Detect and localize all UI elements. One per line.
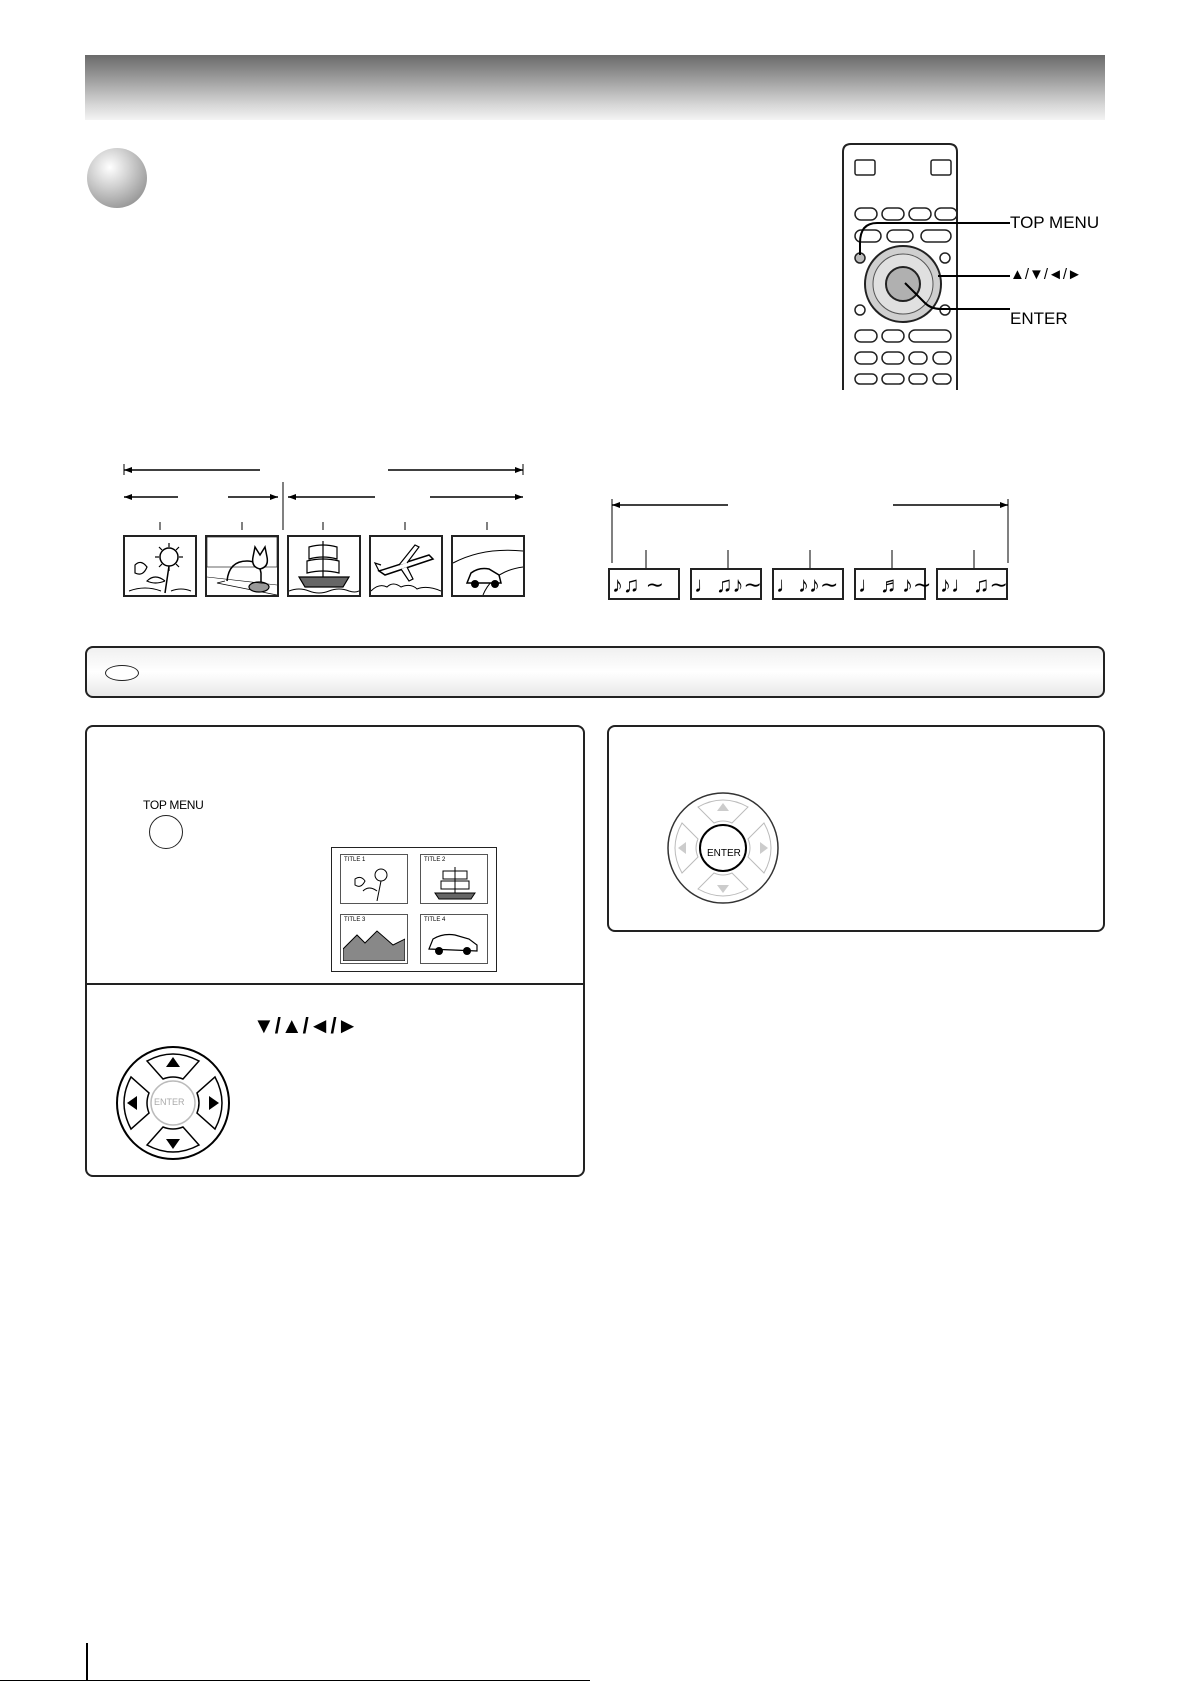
- menu-title-3-thumbnail: [340, 914, 408, 964]
- menu-title-2-thumbnail: [420, 854, 488, 904]
- car-icon: [425, 927, 483, 959]
- menu-title-2-label: TITLE 2: [424, 857, 446, 863]
- music-structure-bracket: [608, 495, 1013, 570]
- dpad-enter-label: ENTER: [154, 1097, 185, 1107]
- menu-title-1-label: TITLE 1: [344, 857, 366, 863]
- disc-structure-brackets: [120, 460, 530, 530]
- page-bottom-rule: [0, 1680, 590, 1681]
- cat-icon: [207, 537, 277, 595]
- menu-title-4-thumbnail: [420, 914, 488, 964]
- chapter-tile-car: [451, 535, 525, 597]
- enter-button-label: ENTER: [707, 848, 741, 859]
- top-menu-button[interactable]: [149, 815, 183, 849]
- music-track-tile: ♩♬♪∼: [854, 568, 926, 600]
- chapter-tile-airplane: [369, 535, 443, 597]
- menu-title-3-label: TITLE 3: [344, 917, 366, 923]
- car-icon: [453, 537, 523, 595]
- chapter-tile-ship: [287, 535, 361, 597]
- sunflower-icon: [347, 865, 403, 901]
- page-header-bar: [85, 55, 1105, 120]
- page-margin-rule: [86, 1643, 88, 1681]
- chapter-tile-sunflower: [123, 535, 197, 597]
- chapter-tile-cat: [205, 535, 279, 597]
- step3-panel: [607, 725, 1105, 932]
- music-track-tile: ♩♫♪∼: [690, 568, 762, 600]
- mountain-landscape-icon: [343, 925, 405, 961]
- step1-panel: [85, 725, 585, 985]
- airplane-icon: [371, 537, 441, 595]
- music-track-tile: ♩♪♪∼: [772, 568, 844, 600]
- remote-label-arrows: ▲/▼/◄/►: [1010, 266, 1082, 283]
- music-track-tile: ♪♫ ∼: [608, 568, 680, 600]
- dvd-disc-icon: [105, 665, 139, 681]
- music-track-tile: ♪♩♫∼: [936, 568, 1008, 600]
- arrow-buttons-label: ▼/▲/◄/►: [253, 1013, 359, 1038]
- section-bullet-icon: [87, 148, 147, 208]
- top-menu-preview: [331, 847, 497, 972]
- disc-type-bar: [85, 646, 1105, 698]
- remote-label-top-menu: TOP MENU: [1010, 213, 1100, 232]
- menu-title-4-label: TITLE 4: [424, 917, 446, 923]
- sunflower-icon: [125, 537, 195, 595]
- top-menu-button-label: TOP MENU: [143, 798, 204, 812]
- sailing-ship-icon: [289, 537, 359, 595]
- sailing-ship-icon: [427, 865, 483, 901]
- remote-label-enter: ENTER: [1010, 309, 1068, 328]
- menu-title-1-thumbnail: [340, 854, 408, 904]
- remote-callout-lines: [845, 215, 1015, 325]
- step2-panel: [85, 983, 585, 1177]
